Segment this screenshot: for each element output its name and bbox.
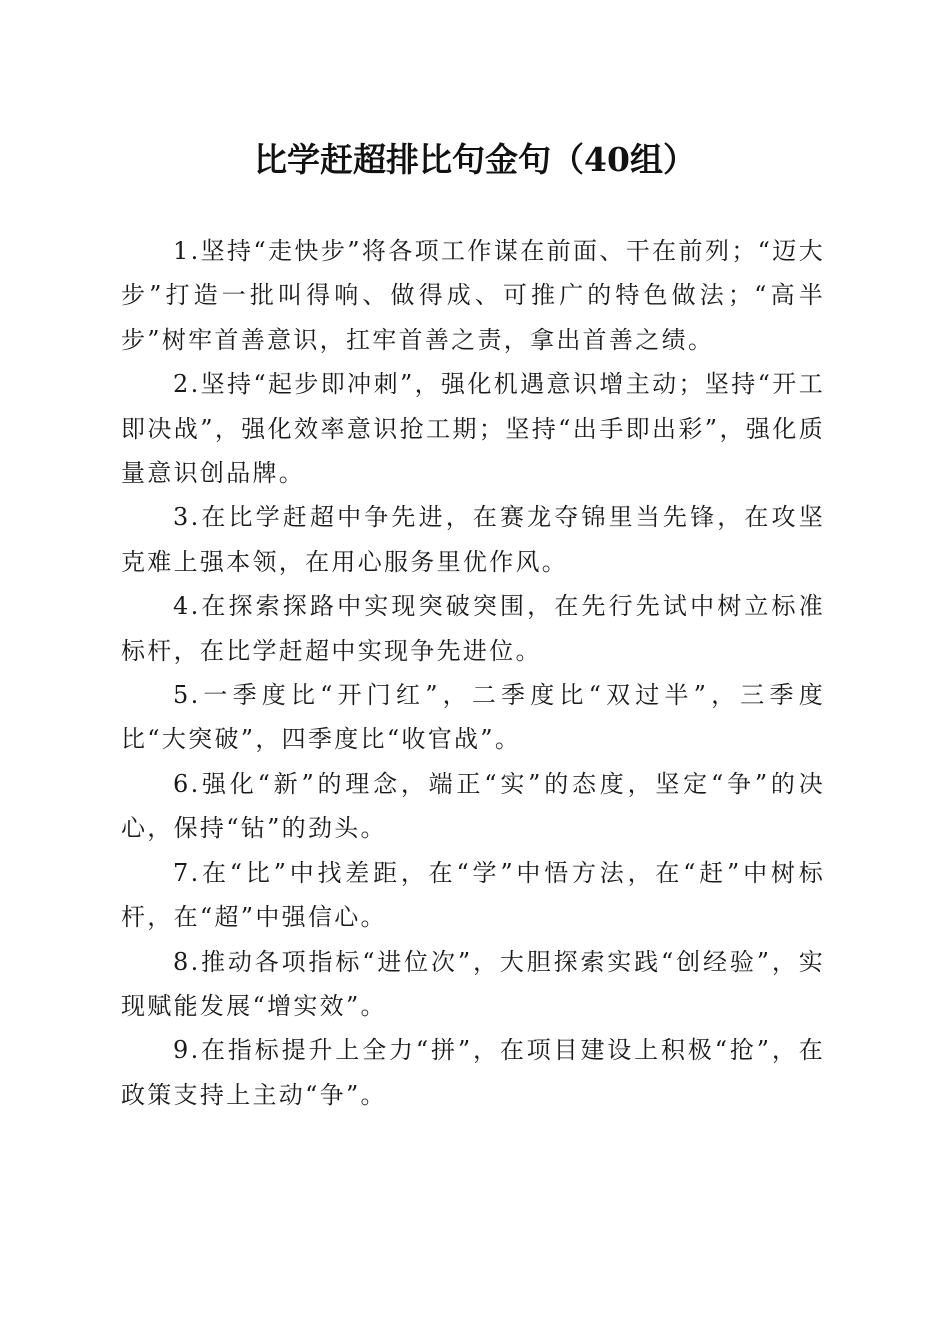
paragraph-2: 2.坚持“起步即冲刺”，强化机遇意识增主动；坚持“开工即决战”，强化效率意识抢工期；坚持“出手即出彩”，强化质量意识创品牌。 <box>121 370 825 488</box>
document-title: 比学赶超排比句金句（40组） <box>254 140 696 179</box>
paragraph-5: 5.一季度比“开门红”，二季度比“双过半”，三季度比“大突破”，四季度比“收官战”。 <box>121 681 825 754</box>
paragraph-1: 1.坚持“走快步”将各项工作谋在前面、干在前列；“迈大步”打造一批叫得响、做得成、可推广的特色做法；“高半步”树牢首善意识，扛牢首善之责，拿出首善之绩。 <box>121 237 825 354</box>
paragraph-4: 4.在探索探路中实现突破突围，在先行先试中树立标准标杆，在比学赶超中实现争先进位。 <box>121 592 825 665</box>
paragraph-3: 3.在比学赶超中争先进，在赛龙夺锦里当先锋，在攻坚克难上强本领，在用心服务里优作风。 <box>121 503 825 576</box>
paragraph-7: 7.在“比”中找差距，在“学”中悟方法，在“赶”中树标杆，在“超”中强信心。 <box>121 858 825 932</box>
paragraph-8: 8.推动各项指标“进位次”，大胆探索实践“创经验”，实现赋能发展“增实效”。 <box>121 947 825 1020</box>
document-body <box>121 229 825 1117</box>
paragraph-9: 9.在指标提升上全力“拼”，在项目建设上积极“抢”，在政策支持上主动“争”。 <box>121 1036 825 1109</box>
paragraph-6: 6.强化“新”的理念，端正“实”的态度，坚定“争”的决心，保持“钻”的劲头。 <box>121 769 825 843</box>
